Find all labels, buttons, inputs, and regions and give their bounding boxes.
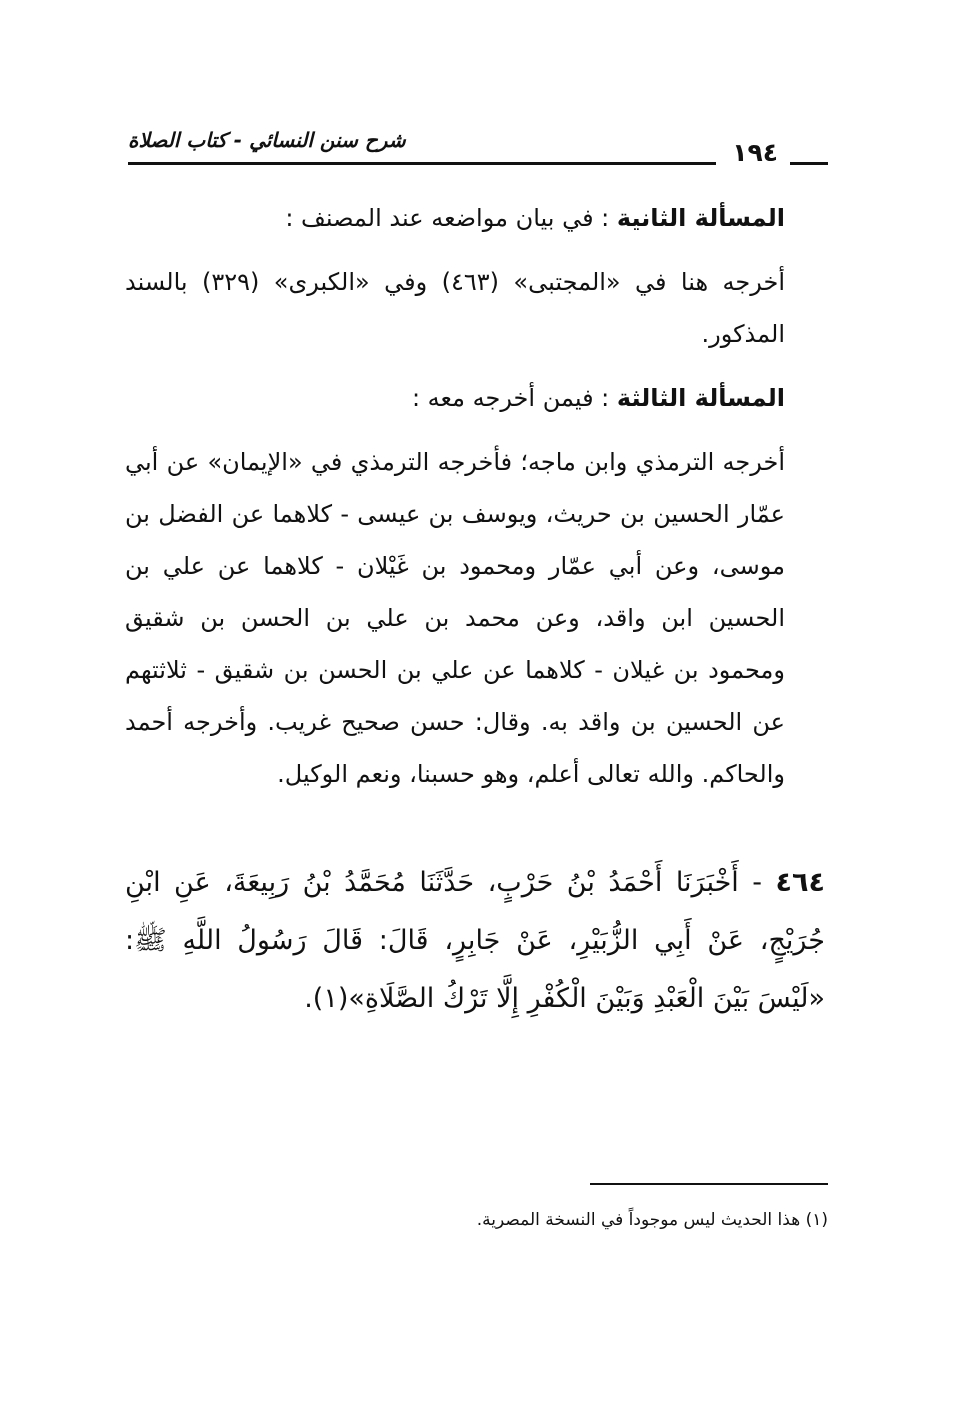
third-issue-body: أخرجه الترمذي وابن ماجه؛ فأخرجه الترمذي في «الإيمان» عن أبي عمّار الحسين بن حريث، ويوسف بن عيسى - كلاهما عن الفضل بن موسى، وعن أبي عمّار ومحمود بن غَيْلان - كلاهما عن علي بن الحسين ابن واقد، وعن محمد بن علي بن الحسن بن شقيق ومحمود بن غيلان - كلاهما عن علي بن الحسن بن شقيق - ثلاثتهم عن الحسين بن واقد به. وقال: حسن صحيح غريب. وأخرجه أحمد والحاكم. والله تعالى أعلم، وهو حسبنا، ونعم الوكيل. [125,448,785,788]
header-rule-short [790,162,828,165]
second-issue-body: أخرجه هنا في «المجتبى» (٤٦٣) وفي «الكبرى» (٣٢٩) بالسند المذكور. [125,268,786,348]
footnote [420,1206,828,1234]
header-rule [128,162,716,165]
third-issue-title: : فيمن أخرجه معه : [411,384,610,412]
footnote-text: هذا الحديث ليس موجوداً في النسخة المصرية. [476,1210,801,1230]
main-text [125,192,785,800]
hadith-dash: - [752,867,763,898]
footnote-marker: (١) [805,1210,828,1230]
third-issue-label: المسألة الثالثة [616,384,785,412]
third-issue-heading [125,372,785,424]
page-header [128,120,828,170]
hadith-block [125,854,825,1028]
page-number: ١٩٤ [732,138,778,167]
hadith-text: أَخْبَرَنَا أَحْمَدُ بْنُ حَرْبٍ، حَدَّثَنَا مُحَمَّدُ بْنُ رَبِيعَةَ، عَنِ ابْنِ جُرَيْجٍ، عَنْ أَبِي الزُّبَيْرِ، عَنْ جَابِرٍ، قَالَ: قَالَ رَسُولُ اللَّهِ ﷺ: «لَيْسَ بَيْنَ الْعَبْدِ وَبَيْنَ الْكُفْرِ إِلَّا تَرْكُ الصَّلَاةِ»(١). [125,867,825,1014]
footnote-rule [590,1183,828,1185]
second-issue-title: : في بيان مواضعه عند المصنف : [285,204,610,232]
running-title: شرح سنن النسائي - كتاب الصلاة [128,128,406,152]
second-issue-label: المسألة الثانية [616,204,785,232]
second-issue-heading [125,192,785,244]
hadith-number: ٤٦٤ [775,867,825,898]
